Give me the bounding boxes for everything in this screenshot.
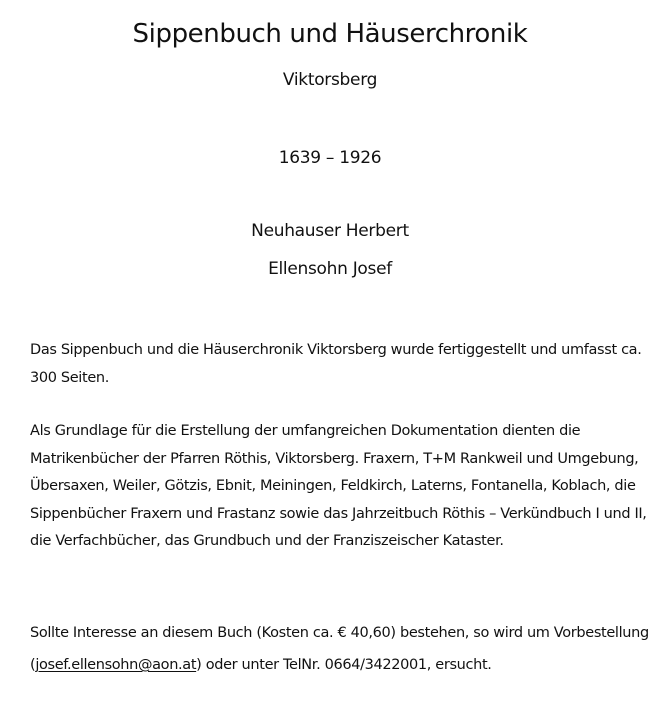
sources-paragraph: Als Grundlage für die Erstellung der umfangreichen Dokumentation dienten die Matrikenbücher der Pfarren Röthis, Viktorsberg. Fraxern, T+M Rankweil und Umgebung, Übersaxen, Weiler, Götzis, Ebnit, Meiningen, Feldkirch, Laterns, Fontanella, Koblach, die Sippenbücher Fraxern und Frastanz sowie das Jahrzeitbuch Röthis – Verkündbuch I und II, die Verfachbücher, das Grundbuch und der Franziszeischer Kataster. bbox=[30, 423, 647, 549]
order-text-after: ) oder unter TelNr. 0664/3422001, ersucht. bbox=[196, 657, 492, 673]
document-subtitle: Viktorsberg bbox=[282, 70, 378, 90]
email-link[interactable]: josef.ellensohn@aon.at bbox=[35, 657, 197, 673]
order-text-before: Sollte Interesse an diesem Buch (Kosten ca. € 40,60) bestehen, so wird um Vorbestellung ( bbox=[30, 625, 649, 673]
author-name: Neuhauser Herbert bbox=[251, 221, 409, 241]
intro-paragraph: Das Sippenbuch und die Häuserchronik Viktorsberg wurde fertiggestellt und umfasst ca. 300 Seiten. bbox=[30, 342, 642, 386]
order-paragraph bbox=[30, 617, 650, 681]
year-range: 1639 – 1926 bbox=[278, 148, 382, 168]
author-name: Ellensohn Josef bbox=[268, 259, 392, 279]
document-title: Sippenbuch und Häuserchronik bbox=[132, 19, 528, 49]
